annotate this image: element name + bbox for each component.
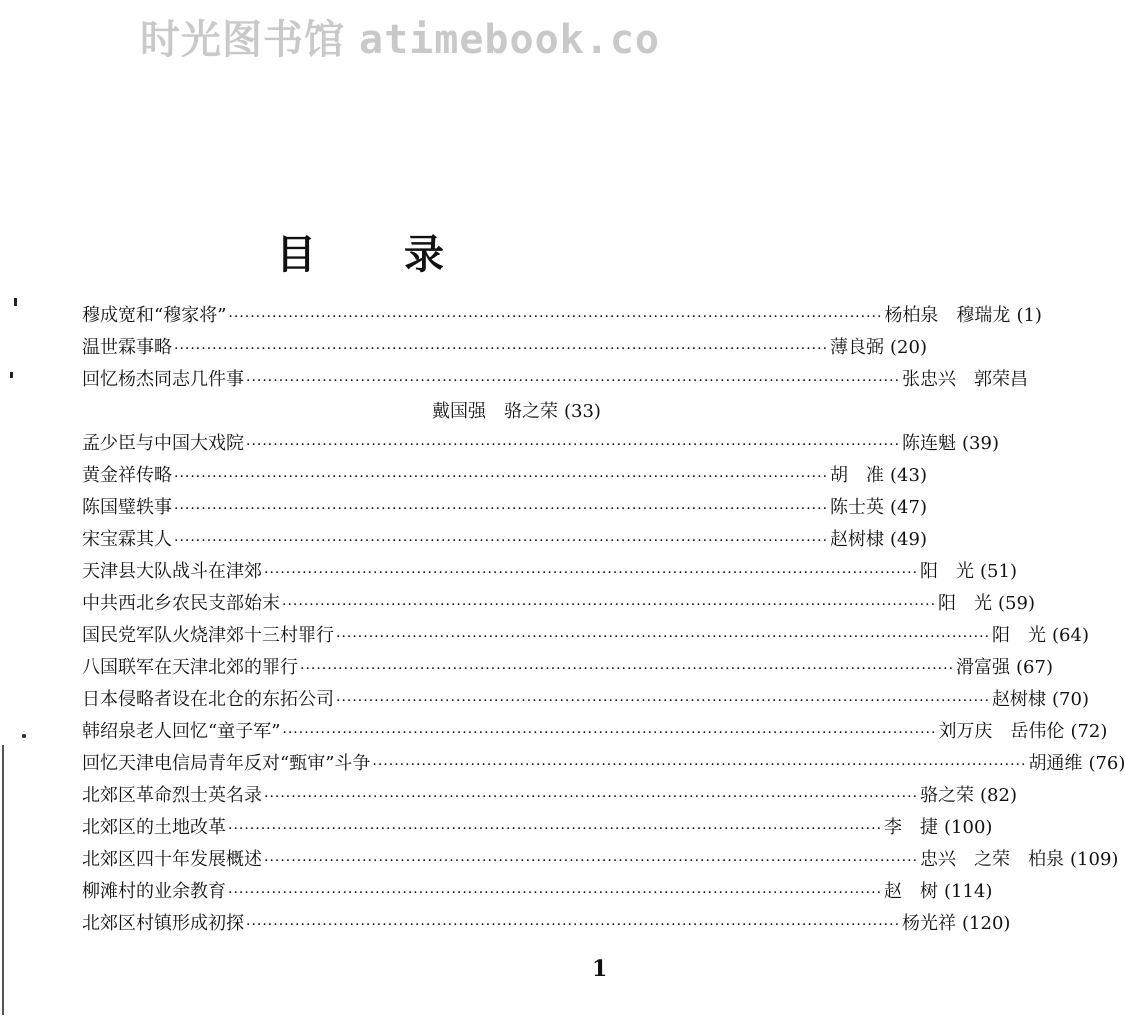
toc-entry [82,396,642,428]
toc-entry-page: (67) [1016,657,1053,678]
toc-entry-author: 胡通维 [1028,753,1083,774]
toc-entry-page: (43) [890,465,927,486]
scan-mark [22,734,26,738]
toc-entry [82,588,1035,620]
toc-entry [82,748,1125,780]
toc-entry-author: 赵树棣 [992,689,1047,710]
toc-entry-author: 张忠兴 郭荣昌 [902,369,1029,390]
toc-entry-author: 滑富强 [956,657,1011,678]
toc-entry-page: (59) [998,593,1035,614]
toc-entry-page: (70) [1052,689,1089,710]
toc-leader-dots: ························································································································ [228,821,883,837]
toc-entry-page: (120) [962,913,1011,934]
toc-entry-page: (72) [1070,721,1108,742]
table-of-contents [82,300,1125,940]
toc-entry-title: 温世霖事略 [82,337,172,358]
toc-entry [82,364,1029,396]
toc-leader-dots: ························································································································ [264,789,919,805]
toc-entry [82,620,1089,652]
toc-entry-title: 回忆杨杰同志几件事 [82,369,244,390]
toc-entry [82,652,1053,684]
watermark-domain: atimebook.co [359,17,660,63]
toc-entry-author: 胡 准 [830,465,885,486]
toc-entry [82,300,1042,332]
toc-entry-title: 韩绍泉老人回忆“童子军” [82,721,281,742]
toc-entry-page: (76) [1088,753,1125,774]
toc-entry [82,844,1119,876]
toc-entry [82,780,1017,812]
toc-leader-dots: ························································································································ [174,501,829,517]
toc-entry-page: (20) [890,337,927,358]
toc-entry-page: (64) [1052,625,1089,646]
toc-entry-title: 柳滩村的业余教育 [82,881,226,902]
watermark [140,8,660,65]
toc-entry [82,492,927,524]
toc-entry-author: 阳 光 [920,561,975,582]
toc-entry-page: (1) [1016,305,1042,326]
toc-entry-author: 赵树棣 [830,529,885,550]
toc-entry [82,716,1108,748]
toc-entry-title: 北郊区村镇形成初探 [82,913,244,934]
toc-entry-page: (109) [1070,849,1119,870]
toc-entry [82,908,1011,940]
toc-entry-author: 杨柏泉 穆瑞龙 [884,305,1011,326]
scan-mark [14,298,17,306]
toc-entry [82,812,993,844]
toc-entry-title: 穆成宽和“穆家将” [82,305,227,326]
page-number: 1 [592,956,608,982]
toc-leader-dots: ························································································································ [246,917,901,933]
toc-entry-page: (82) [980,785,1017,806]
toc-entry-author: 阳 光 [938,593,993,614]
toc-entry-title: 日本侵略者设在北仓的东拓公司 [82,689,334,710]
toc-entry-author: 阳 光 [992,625,1047,646]
toc-entry-page: (47) [890,497,927,518]
toc-entry [82,428,999,460]
toc-entry-page: (49) [890,529,927,550]
toc-entry-title: 北郊区的土地改革 [82,817,226,838]
toc-leader-dots: ························································································································ [174,469,829,485]
toc-leader-dots: ························································································································ [246,373,901,389]
toc-leader-dots: ························································································································ [174,533,829,549]
toc-leader-dots: ························································································································ [264,565,919,581]
toc-entry-author: 骆之荣 [920,785,975,806]
scan-mark [10,372,13,378]
toc-entry-title: 宋宝霖其人 [82,529,172,550]
toc-entry-author: 忠兴 之荣 柏泉 [920,849,1065,870]
toc-entry [82,524,927,556]
toc-entry-author: 赵 树 [884,881,939,902]
toc-entry-author: 薄良弼 [830,337,885,358]
toc-leader-dots: ························································································································ [264,853,919,869]
toc-entry-page: (114) [944,881,993,902]
toc-entry-page: (100) [944,817,993,838]
toc-entry-title: 北郊区革命烈士英名录 [82,785,262,806]
toc-entry [82,684,1089,716]
toc-entry-title: 回忆天津电信局青年反对“甄审”斗争 [82,753,371,774]
toc-entry [82,460,927,492]
page-title: 目录 [276,230,532,278]
toc-leader-dots: ························································································································ [282,725,937,741]
toc-leader-dots: ························································································································ [300,661,955,677]
toc-entry-title: 八国联军在天津北郊的罪行 [82,657,298,678]
toc-leader-dots: ························································································································ [372,757,1027,773]
toc-entry-author: 陈连魁 [902,433,957,454]
toc-entry [82,332,927,364]
toc-leader-dots: ························································································································ [246,437,901,453]
toc-leader-dots: ························································································································ [174,341,829,357]
toc-leader-dots: ························································································································ [336,693,991,709]
toc-leader-dots: ························································································································ [282,597,937,613]
toc-leader-dots: ························································································································ [336,629,991,645]
toc-leader-dots: ························································································································ [228,309,883,325]
toc-entry-author: 刘万庆 岳伟伦 [938,721,1065,742]
toc-entry-page: (33) [564,401,601,422]
toc-entry-title: 天津县大队战斗在津郊 [82,561,262,582]
toc-entry-author: 陈士英 [830,497,885,518]
toc-entry-author: 李 捷 [884,817,939,838]
toc-entry-title: 孟少臣与中国大戏院 [82,433,244,454]
watermark-cn: 时光图书馆 [140,17,345,63]
toc-entry-title: 中共西北乡农民支部始末 [82,593,280,614]
toc-entry [82,876,993,908]
toc-entry-title: 黄金祥传略 [82,465,172,486]
toc-leader-dots: ························································································································ [228,885,883,901]
scan-mark [2,745,4,1015]
toc-entry-page: (51) [980,561,1017,582]
toc-entry-page: (39) [962,433,999,454]
toc-entry [82,556,1017,588]
toc-entry-author: 杨光祥 [902,913,957,934]
toc-entry-title: 国民党军队火烧津郊十三村罪行 [82,625,334,646]
toc-entry-author: 戴国强 骆之荣 [432,401,558,422]
toc-entry-title: 北郊区四十年发展概述 [82,849,262,870]
toc-entry-title: 陈国璧轶事 [82,497,172,518]
